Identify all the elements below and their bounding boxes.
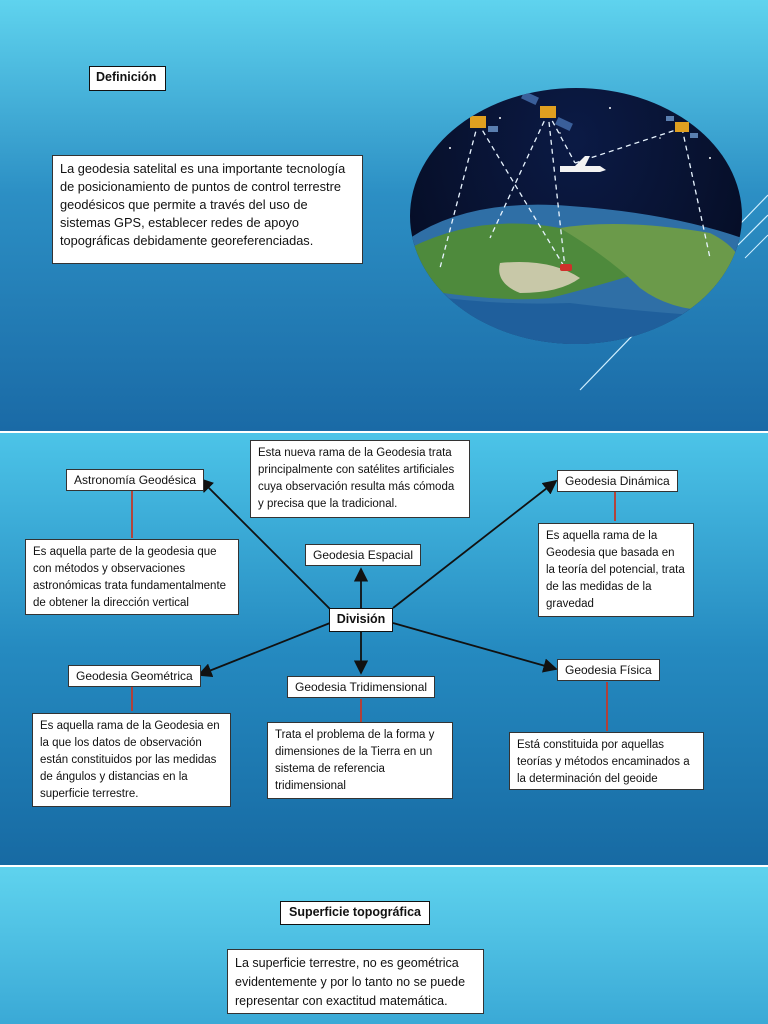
desc-geodesia-dinamica: Es aquella rama de la Geodesia que basada en la teoría del potencial, trata de las medidas de la gravedad [538,523,694,617]
node-geodesia-fisica: Geodesia Física [557,659,660,681]
node-geodesia-geometrica: Geodesia Geométrica [68,665,201,687]
slide-definicion [0,0,768,431]
desc-geodesia-geometrica: Es aquella rama de la Geodesia en la que los datos de observación están constituidos por las medidas de ángulos y distancias en la superficie terrestre. [32,713,231,807]
satellite-earth-image [410,88,742,344]
desc-geodesia-tridimensional: Trata el problema de la forma y dimensiones de la Tierra en un sistema de referencia tridimensional [267,722,453,799]
division-center-label: División [329,608,393,632]
node-geodesia-espacial: Geodesia Espacial [305,544,421,566]
node-geodesia-tridimensional: Geodesia Tridimensional [287,676,435,698]
superficie-title: Superficie topográfica [280,901,430,925]
desc-geodesia-espacial: Esta nueva rama de la Geodesia trata principalmente con satélites artificiales cuya observación resulta más cómoda y precisa que la tradicional. [250,440,470,518]
definition-text: La geodesia satelital es una importante tecnología de posicionamiento de puntos de control terrestre geodésicos que permite a través del uso de sistemas GPS, establecer redes de apoyo topográficas debidamente georeferenciadas. [52,155,363,264]
slide-superficie-topografica [0,867,768,1024]
node-geodesia-dinamica: Geodesia Dinámica [557,470,678,492]
definition-title: Definición [89,66,166,91]
desc-astronomia-geodesica: Es aquella parte de la geodesia que con métodos y observaciones astronómicas trata fundamentalmente de obtener la dirección vertical [25,539,239,615]
slide-division [0,433,768,865]
superficie-text: La superficie terrestre, no es geométrica evidentemente y por lo tanto no se puede representar con exactitud matemática. [227,949,484,1014]
node-astronomia-geodesica: Astronomía Geodésica [66,469,204,491]
desc-geodesia-fisica: Está constituida por aquellas teorías y métodos encaminados a la determinación del geoide [509,732,704,790]
